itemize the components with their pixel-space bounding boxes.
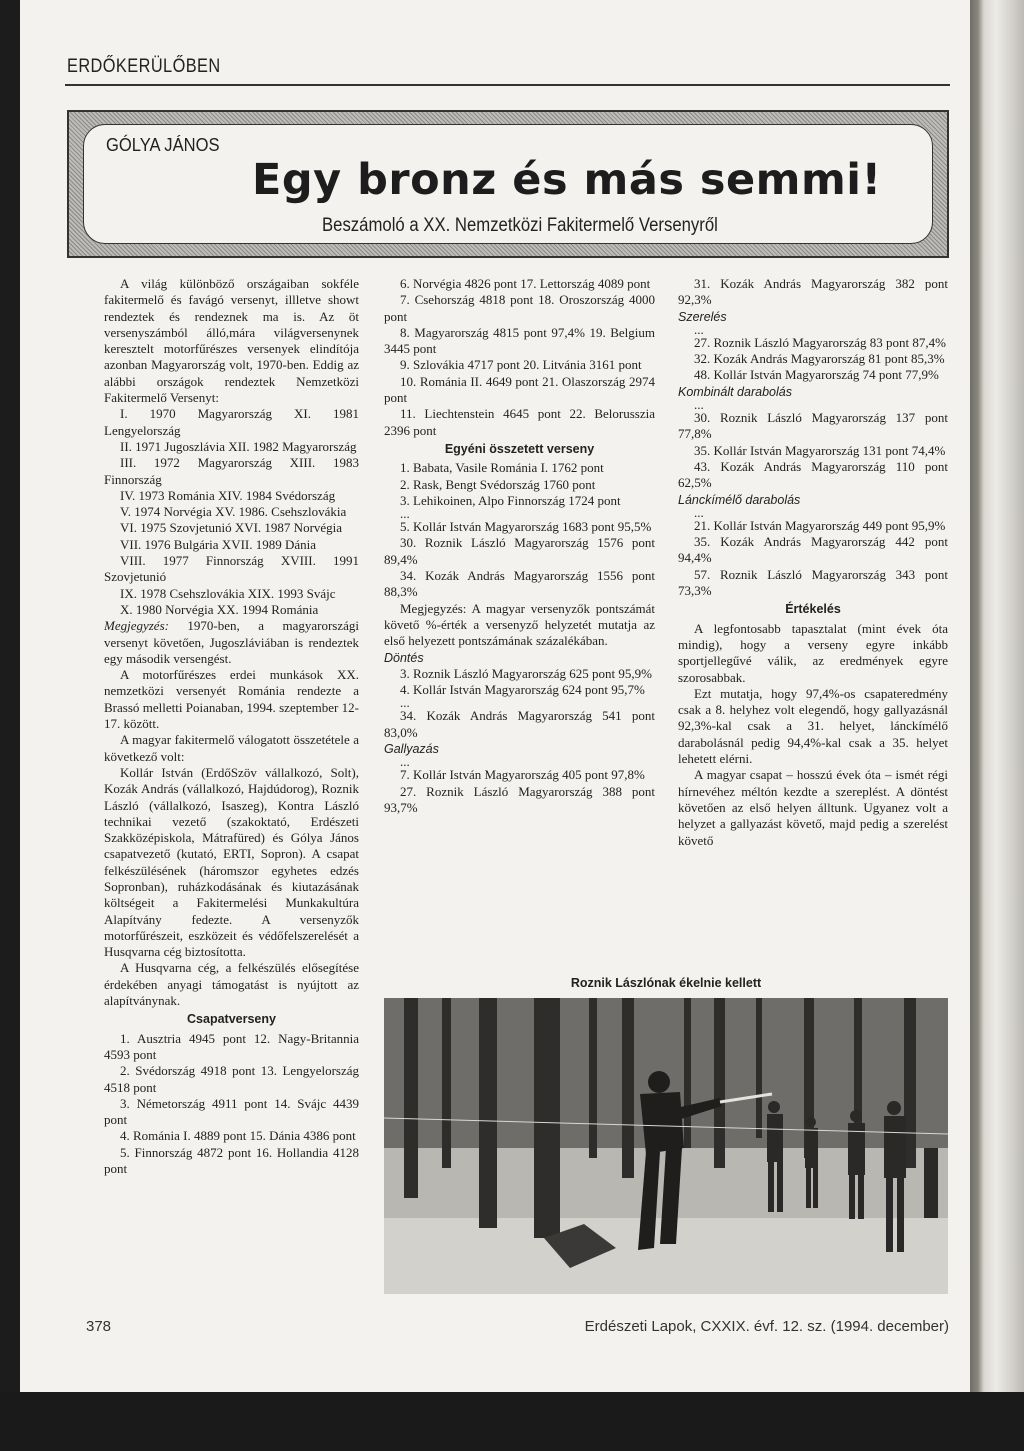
host-list-item: IV. 1973 Románia XIV. 1984 Svédország	[120, 487, 336, 503]
team-result-item: 2. Svédország 4918 pont 13. Lengyelország 4518 pont	[104, 1063, 359, 1095]
note-paragraph	[104, 618, 359, 667]
event-label-dontes: Döntés	[384, 650, 424, 665]
host-list-item: VIII. 1977 Finnország XVIII. 1991 Szovjetunió	[104, 553, 359, 585]
body-paragraph: Ezt mutatja, hogy 97,4%-os csapateredmény csak a 8. helyhez volt elegendő, hogy gallyazásnál 92,3%-kal csak a 31. helyet, lánckímélő darabolásnál pedig 94,4%-kal csak a 35. helyet lehetett elérni.	[678, 685, 948, 767]
body-paragraph: A magyar csapat – hosszú évek óta – ismét régi hírnevéhez méltón kezdte a szereplést. A döntést követően az első helyen álltunk. Ugyanez volt a helyzet a gallyazást követő, majd pedig a szerelést követő	[678, 767, 948, 848]
event-label-kombinalt: Kombinált darabolás	[678, 384, 792, 399]
event-label-lanckimelo: Lánckímélő darabolás	[678, 492, 801, 507]
event-label-szereles: Szerelés	[678, 309, 727, 324]
team-result-item: 11. Liechtenstein 4645 pont 22. Belorusszia 2396 pont	[384, 406, 655, 438]
team-result-item: 8. Magyarország 4815 pont 97,4% 19. Belgium 3445 pont	[384, 324, 655, 357]
event-label-gallyazas: Gallyazás	[384, 742, 439, 757]
event-result-item: 7. Kollár István Magyarország 405 pont 97,8%	[400, 767, 645, 783]
host-list-item: I. 1970 Magyarország XI. 1981 Lengyelország	[104, 406, 359, 438]
body-paragraph: A legfontosabb tapasztalat (mint évek óta mindig), hogy a verseny egyre inkább sportjellegűvé válik, az eredmények egyre szorosabbak.	[678, 620, 948, 685]
text-column-1	[104, 276, 359, 1177]
event-result-item: 31. Kozák András Magyarország 382 pont 92,3%	[678, 276, 948, 308]
host-list-item: IX. 1978 Csehszlovákia XIX. 1993 Svájc	[120, 585, 336, 601]
team-result-item: 1. Ausztria 4945 pont 12. Nagy-Britannia 4593 pont	[104, 1030, 359, 1062]
running-head: ERDŐKERÜLŐBEN	[67, 56, 221, 77]
event-result-item: 27. Roznik László Magyarország 83 pont 87,4%	[694, 334, 947, 350]
title-panel	[83, 124, 933, 244]
event-result-item: 3. Roznik László Magyarország 625 pont 95,9%	[400, 665, 653, 681]
event-result-item: 21. Kollár István Magyarország 449 pont 95,9%	[694, 517, 946, 533]
team-result-item: 10. Románia II. 4649 pont 21. Olaszország 2974 pont	[384, 373, 655, 406]
event-result-item: 35. Kozák András Magyarország 442 pont 94,4%	[678, 534, 948, 566]
evaluation-heading: Értékelés	[785, 602, 841, 617]
individual-result-item: 30. Roznik László Magyarország 1576 pont 89,4%	[384, 535, 655, 567]
text-column-2	[384, 276, 655, 816]
event-result-item: 4. Kollár István Magyarország 624 pont 95,7%	[400, 682, 645, 698]
event-result-item: 30. Roznik László Magyarország 137 pont 77,8%	[678, 410, 948, 442]
host-list-item: III. 1972 Magyarország XIII. 1983 Finnország	[104, 455, 359, 487]
title-box	[67, 110, 949, 258]
host-list-item: VII. 1976 Bulgária XVII. 1989 Dánia	[120, 536, 317, 552]
event-result-item: 34. Kozák András Magyarország 541 pont 83,0%	[384, 708, 655, 740]
body-paragraph: A motorfűrészes erdei munkások XX. nemzetközi versenyét Románia rendezte a Brassó melletti Poianaban, 1994. szeptember 12-17. között.	[104, 667, 359, 732]
team-result-item: 9. Szlovákia 4717 pont 20. Litvánia 3161 pont	[400, 357, 642, 373]
individual-result-item: 5. Kollár István Magyarország 1683 pont 95,5%	[400, 519, 652, 535]
individual-result-item: 2. Rask, Bengt Svédország 1760 pont	[400, 476, 596, 492]
event-result-item: 35. Kollár István Magyarország 131 pont 74,4%	[694, 442, 946, 458]
journal-citation: Erdészeti Lapok, CXXIX. évf. 12. sz. (1994. december)	[584, 1318, 949, 1335]
ellipsis: ...	[694, 321, 704, 337]
body-paragraph: A magyar fakitermelő válogatott összetétele a következő volt:	[104, 732, 359, 764]
event-result-item: 43. Kozák András Magyarország 110 pont 62,5%	[678, 458, 948, 491]
team-results-heading: Csapatverseny	[187, 1012, 276, 1027]
running-head-rule	[65, 84, 950, 86]
event-result-item: 57. Roznik László Magyarország 343 pont 73,3%	[678, 566, 948, 599]
ellipsis: ...	[694, 397, 704, 413]
competition-photo	[384, 998, 948, 1294]
ellipsis: ...	[400, 506, 410, 522]
photo-caption: Roznik Lászlónak ékelnie kellett	[570, 976, 762, 990]
scan-background-bottom	[0, 1392, 1024, 1451]
individual-results-heading: Egyéni összetett verseny	[444, 441, 595, 456]
individual-result-item: 1. Babata, Vasile Románia I. 1762 pont	[400, 460, 604, 476]
ellipsis: ...	[400, 754, 410, 770]
individual-result-item: 34. Kozák András Magyarország 1556 pont 88,3%	[384, 568, 655, 600]
text-column-3	[678, 276, 948, 849]
body-paragraph: Kollár István (ErdőSzöv vállalkozó, Solt), Kozák András (vállalkozó, Hajdúdorog), Roznik László (vállalkozó, Isaszeg), Kontra László technikai vezető (szakoktató, Erdészeti Szakközépiskola, Mátrafüred) és Gólya János csapatvezető (kutató, ERTI, Sopron). A csapat felkészülésének (háromszor egyhetes edzés Sopronban), ruházkodásának és kiutazásának költségeit a Fakitermelési Munkakultúra Alapítvány fedezte. A versenyzők motorfűrészeit, eszközeit és védőfelszerelését a Husqvarna cég biztosította.	[104, 764, 359, 960]
event-result-item: 48. Kollár István Magyarország 74 pont 77,9%	[694, 367, 939, 383]
host-list-item: V. 1974 Norvégia XV. 1986. Csehszlovákia	[120, 504, 347, 520]
host-list-item: X. 1980 Norvégia XX. 1994 Románia	[120, 601, 319, 617]
note-text: 1970-ben, a magyarországi versenyt követően, Jugoszláviában is rendeztek egy második versengést.	[104, 618, 359, 666]
event-result-item: 32. Kozák András Magyarország 81 pont 85,3%	[694, 351, 945, 367]
page-number: 378	[86, 1318, 112, 1335]
ellipsis: ...	[694, 504, 704, 520]
event-result-item: 27. Roznik László Magyarország 388 pont 93,7%	[384, 783, 655, 815]
page-edge-right	[970, 0, 1024, 1400]
author-name: GÓLYA JÁNOS	[106, 135, 220, 155]
ellipsis: ...	[400, 695, 410, 711]
team-result-item: 3. Németország 4911 pont 14. Svájc 4439 pont	[104, 1095, 359, 1128]
team-result-item: 6. Norvégia 4826 pont 17. Lettország 4089 pont	[400, 276, 651, 291]
note-label: Megjegyzés:	[104, 618, 169, 634]
host-list-item: VI. 1975 Szovjetunió XVI. 1987 Norvégia	[120, 520, 343, 536]
body-paragraph: A Husqvarna cég, a felkészülés elősegítése érdekében anyagi támogatást is nyújtott az alapítványnak.	[104, 960, 359, 1009]
intro-paragraph: A világ különböző országaiban sokféle fakitermelő és favágó versenyt, illletve showt rendeztek és rendeznek ma is. Az öt versenyszámból álló,mára világversenynek keresztelt motorfűrészes versenyek elindítója azonban Magyarország volt, 1970-ben. Eddig az alábbi országok rendeztek Nemzetközi Fakitermelő Versenyt:	[104, 276, 359, 406]
article-subtitle: Beszámoló a XX. Nemzetközi Fakitermelő Versenyről	[322, 215, 718, 236]
host-list-item: II. 1971 Jugoszlávia XII. 1982 Magyarország	[120, 438, 357, 454]
team-result-item: 4. Románia I. 4889 pont 15. Dánia 4386 pont	[120, 1128, 356, 1144]
individual-result-item: 3. Lehikoinen, Alpo Finnország 1724 pont	[400, 492, 621, 508]
team-result-item: 5. Finnország 4872 pont 16. Hollandia 4128 pont	[104, 1144, 359, 1177]
article-title: Egy bronz és más semmi!	[252, 155, 882, 205]
team-result-item: 7. Csehország 4818 pont 18. Oroszország 4000 pont	[384, 292, 655, 324]
note-paragraph: Megjegyzés: A magyar versenyzők pontszámát követő %-érték a versenyző helyzetét mutatja az első helyezett pontszámának százalékában.	[384, 600, 655, 649]
competition-photo-illustration	[384, 998, 948, 1294]
